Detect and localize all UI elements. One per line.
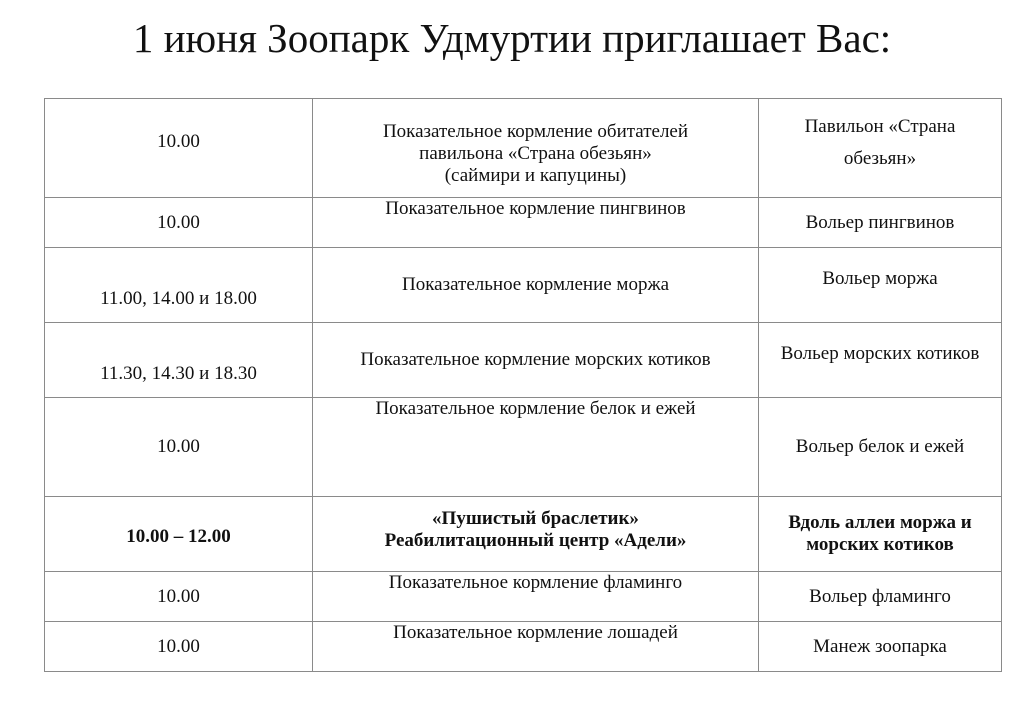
place-line: морских котиков bbox=[806, 534, 954, 555]
place-cell bbox=[759, 198, 1002, 248]
place-cell bbox=[759, 248, 1002, 323]
place-line: Вольер морских котиков bbox=[780, 343, 980, 364]
time-cell: 10.00 bbox=[45, 198, 313, 248]
place-cell bbox=[759, 497, 1002, 572]
place-line: Вдоль аллеи моржа и bbox=[788, 512, 972, 533]
event-cell bbox=[313, 198, 759, 248]
place-line: Вольер фламинго bbox=[809, 585, 951, 607]
event-cell bbox=[313, 398, 759, 497]
table-row bbox=[45, 198, 1002, 248]
table-row bbox=[45, 572, 1002, 622]
place-line: Вольер пингвинов bbox=[805, 211, 955, 233]
event-line: Показательное кормление лошадей bbox=[393, 622, 678, 643]
event-cell bbox=[313, 323, 759, 398]
place-cell bbox=[759, 622, 1002, 672]
table-row bbox=[45, 99, 1002, 198]
event-cell bbox=[313, 572, 759, 622]
table-row bbox=[45, 398, 1002, 497]
event-line: «Пушистый браслетик» bbox=[432, 508, 639, 529]
event-cell bbox=[313, 248, 759, 323]
event-line: Показательное кормление белок и ежей bbox=[375, 398, 696, 419]
table-row bbox=[45, 497, 1002, 572]
event-cell bbox=[313, 497, 759, 572]
place-cell bbox=[759, 398, 1002, 497]
place-line: Вольер моржа bbox=[822, 268, 938, 289]
schedule-table bbox=[44, 98, 1002, 672]
event-line: Показательное кормление обитателей bbox=[382, 121, 689, 142]
time-cell: 10.00 bbox=[45, 572, 313, 622]
event-line: Показательное кормление моржа bbox=[401, 274, 670, 295]
event-cell bbox=[313, 99, 759, 198]
time-cell: 10.00 bbox=[45, 398, 313, 497]
table-row bbox=[45, 323, 1002, 398]
time-cell: 11.00, 14.00 и 18.00 bbox=[45, 248, 313, 323]
place-cell bbox=[759, 99, 1002, 198]
place-line: Павильон «Страна bbox=[804, 116, 956, 137]
time-cell: 11.30, 14.30 и 18.30 bbox=[45, 323, 313, 398]
event-line: (саймири и капуцины) bbox=[444, 165, 627, 186]
event-line: Реабилитационный центр «Адели» bbox=[384, 530, 687, 551]
time-cell: 10.00 bbox=[45, 99, 313, 198]
event-line: Показательное кормление пингвинов bbox=[385, 198, 686, 219]
place-cell bbox=[759, 323, 1002, 398]
page-title: 1 июня Зоопарк Удмуртии приглашает Вас: bbox=[132, 15, 892, 61]
place-line: Вольер белок и ежей bbox=[795, 436, 965, 457]
time-cell: 10.00 – 12.00 bbox=[45, 497, 313, 572]
place-cell bbox=[759, 572, 1002, 622]
table-row bbox=[45, 248, 1002, 323]
event-cell bbox=[313, 622, 759, 672]
event-line: Показательное кормление морских котиков bbox=[360, 349, 711, 370]
event-line: Показательное кормление фламинго bbox=[388, 572, 683, 593]
place-line: обезьян» bbox=[843, 148, 917, 169]
event-line: павильона «Страна обезьян» bbox=[419, 143, 652, 164]
place-line: Манеж зоопарка bbox=[813, 635, 947, 657]
time-cell: 10.00 bbox=[45, 622, 313, 672]
table-row bbox=[45, 622, 1002, 672]
